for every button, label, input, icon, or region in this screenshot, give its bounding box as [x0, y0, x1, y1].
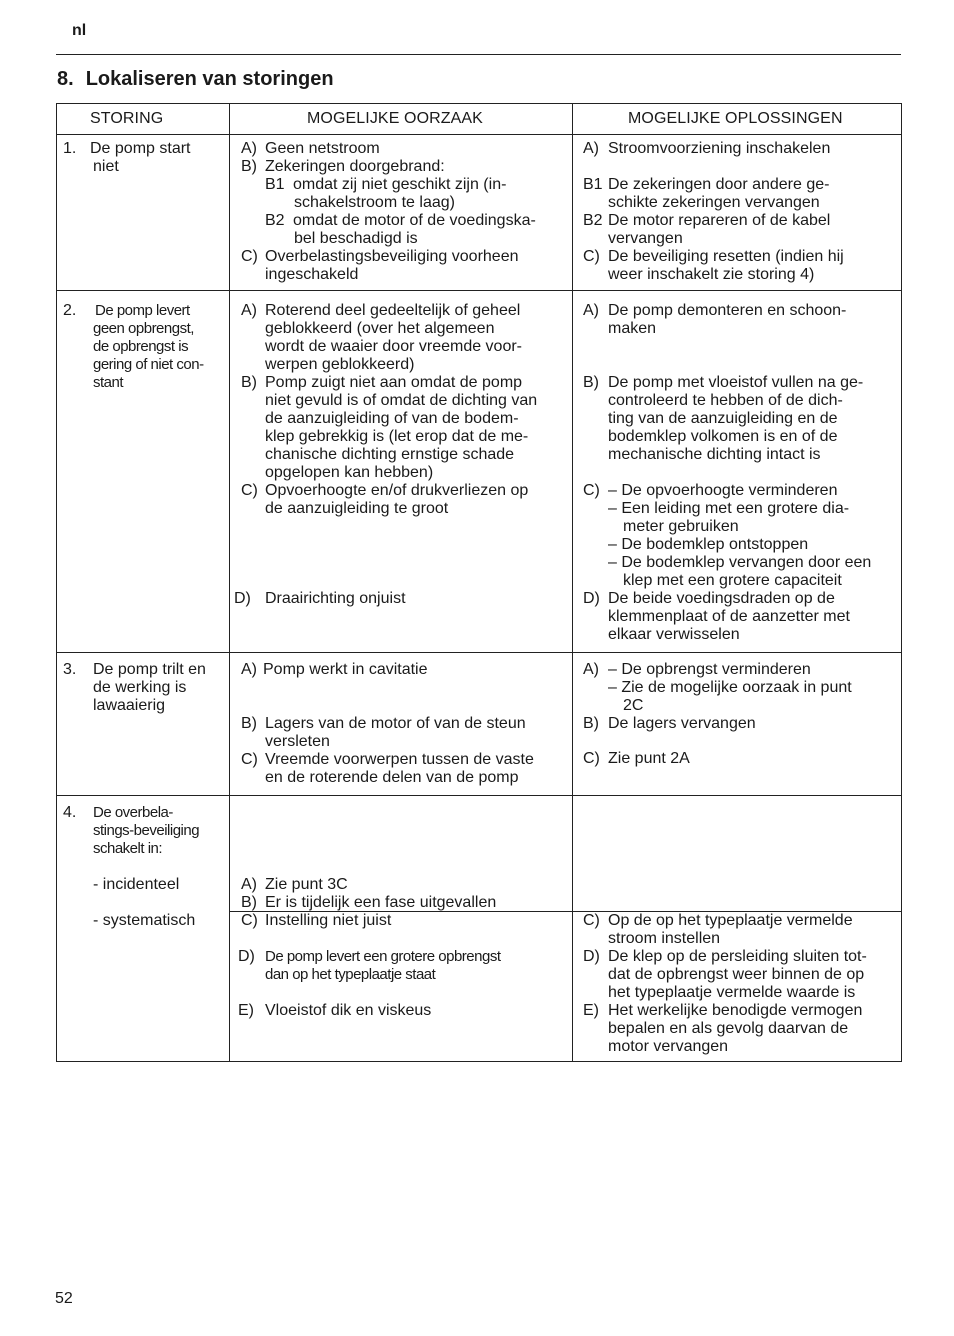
solution-key: B2 [583, 212, 603, 229]
row-number: 4. [63, 804, 77, 821]
row-number: 3. [63, 661, 77, 678]
cause-text: Lagers van de motor of van de steun [265, 715, 526, 732]
section-title [57, 68, 334, 91]
storing-text: schakelt in: [93, 840, 163, 857]
solution-text: Het werkelijke benodigde vermogen [608, 1002, 863, 1019]
cause-text: Er is tijdelijk een fase uitgevallen [265, 894, 497, 911]
cause-key: C) [241, 912, 258, 929]
solution-text: – Een leiding met een grotere dia- [608, 500, 850, 517]
solution-text: motor vervangen [608, 1038, 729, 1055]
solution-text: elkaar verwisselen [608, 626, 740, 643]
solution-text: Op de op het typeplaatje vermelde [608, 912, 853, 929]
solution-text: dat de opbrengst weer binnen de op [608, 966, 865, 983]
cause-text: versleten [265, 733, 330, 750]
column-header-oorzaak: MOGELIJKE OORZAAK [307, 110, 483, 127]
solution-text: – Zie de mogelijke oorzaak in punt [608, 679, 852, 696]
cause-text: niet gevuld is of omdat de dichting van [265, 392, 538, 409]
solution-key: A) [583, 661, 599, 678]
cause-text: Instelling niet juist [265, 912, 392, 929]
cause-key: D) [238, 948, 255, 965]
solution-key: A) [583, 140, 599, 157]
solution-text: De beide voedingsdraden op de [608, 590, 835, 607]
cause-key: B1 [265, 176, 285, 193]
solution-text: klemmenplaat of de aanzetter met [608, 608, 850, 625]
cause-key: C) [241, 482, 258, 499]
cause-key: E) [238, 1002, 254, 1019]
cause-key: B) [241, 894, 257, 911]
storing-text: De pomp trilt en [93, 661, 206, 678]
solution-key: C) [583, 248, 600, 265]
solution-text: Zie punt 2A [608, 750, 690, 767]
cause-text: dan op het typeplaatje staat [265, 966, 436, 983]
storing-text: De pomp levert [95, 302, 190, 319]
cause-key: C) [241, 751, 258, 768]
cause-text: bel beschadigd is [294, 230, 418, 247]
solution-text: weer inschakelt zie storing 4) [608, 266, 815, 283]
cause-key: A) [241, 140, 257, 157]
solution-text: De pomp met vloeistof vullen na ge- [608, 374, 864, 391]
solution-text: bodemklep volkomen is en of de [608, 428, 838, 445]
header-rule [56, 54, 901, 55]
column-divider [572, 104, 573, 1061]
cause-text: de aanzuigleiding of van de bodem- [265, 410, 519, 427]
cause-key: B) [241, 374, 257, 391]
solution-text: klep met een grotere capaciteit [623, 572, 842, 589]
solution-text: vervangen [608, 230, 683, 247]
row-number: 1. [63, 140, 77, 157]
row-divider [57, 652, 901, 653]
cause-text: Overbelastingsbeveiliging voorheen [265, 248, 519, 265]
solution-key: C) [583, 912, 600, 929]
cause-text: klep gebrekkig is (let erop dat de me- [265, 428, 529, 445]
storing-sub-incidental: - incidenteel [93, 876, 180, 893]
solution-key: A) [583, 302, 599, 319]
solution-text: controleerd te hebben of de dich- [608, 392, 843, 409]
solution-text: De lagers vervangen [608, 715, 756, 732]
storing-text: De pomp start [90, 140, 191, 157]
cause-text: werpen geblokkeerd) [265, 356, 415, 373]
storing-text: stant [93, 374, 124, 391]
solution-key: B) [583, 374, 599, 391]
page-number: 52 [55, 1290, 73, 1307]
storing-text: niet [93, 158, 119, 175]
cause-text: Zekeringen doorgebrand: [265, 158, 445, 175]
storing-text: stings-beveiliging [93, 822, 200, 839]
cause-text: Roterend deel gedeeltelijk of geheel [265, 302, 521, 319]
cause-key: D) [234, 590, 251, 607]
cause-text: schakelstroom te laag) [294, 194, 455, 211]
solution-key: D) [583, 590, 600, 607]
cause-text: Vreemde voorwerpen tussen de vaste [265, 751, 534, 768]
storing-text: geen opbrengst, [93, 320, 194, 337]
column-header-storing: STORING [90, 110, 164, 127]
cause-text: omdat de motor of de voedingska- [293, 212, 536, 229]
cause-text: Pomp werkt in cavitatie [263, 661, 428, 678]
solution-text: De beveiliging resetten (indien hij [608, 248, 844, 265]
solution-text: stroom instellen [608, 930, 721, 947]
solution-key: C) [583, 750, 600, 767]
solution-text: het typeplaatje vermelde waarde is [608, 984, 856, 1001]
column-header-oplossingen: MOGELIJKE OPLOSSINGEN [628, 110, 843, 127]
solution-text: – De bodemklep ontstoppen [608, 536, 809, 553]
solution-text: – De bodemklep vervangen door een [608, 554, 872, 571]
solution-text: bepalen en als gevolg daarvan de [608, 1020, 849, 1037]
storing-text: lawaaierig [93, 697, 166, 714]
language-code: nl [72, 22, 87, 39]
cause-text: de aanzuigleiding te groot [265, 500, 449, 517]
solution-key: E) [583, 1002, 599, 1019]
cause-text: ingeschakeld [265, 266, 359, 283]
cause-text: Zie punt 3C [265, 876, 348, 893]
cause-key: B) [241, 158, 257, 175]
solution-key: D) [583, 948, 600, 965]
solution-text: 2C [623, 697, 644, 714]
storing-text: de opbrengst is [93, 338, 189, 355]
solution-text: – De opbrengst verminderen [608, 661, 811, 678]
row-divider [57, 290, 901, 291]
cause-text: geblokkeerd (over het algemeen [265, 320, 495, 337]
cause-text: Geen netstroom [265, 140, 380, 157]
section-title-text: Lokaliseren van storingen [85, 68, 334, 90]
solution-text: De motor repareren of de kabel [608, 212, 831, 229]
storing-text: de werking is [93, 679, 187, 696]
row-divider [57, 795, 901, 796]
cause-text: en de roterende delen van de pomp [265, 769, 519, 786]
solution-text: Stroomvoorziening inschakelen [608, 140, 831, 157]
solution-text: maken [608, 320, 657, 337]
cause-text: omdat zij niet geschikt zijn (in- [293, 176, 507, 193]
cause-text: opgelopen kan hebben) [265, 464, 434, 481]
troubleshooting-table [56, 103, 902, 1062]
solution-text: mechanische dichting intact is [608, 446, 821, 463]
cause-key: A) [241, 302, 257, 319]
cause-text: Draairichting onjuist [265, 590, 406, 607]
column-divider [229, 104, 230, 1061]
solution-key: C) [583, 482, 600, 499]
solution-text: meter gebruiken [623, 518, 739, 535]
storing-text: gering of niet con- [93, 356, 204, 373]
cause-text: Vloeistof dik en viskeus [265, 1002, 432, 1019]
storing-sub-systematic: - systematisch [93, 912, 196, 929]
storing-text: De overbela- [93, 804, 173, 821]
solution-text: schikte zekeringen vervangen [608, 194, 820, 211]
solution-text: De zekeringen door andere ge- [608, 176, 830, 193]
cause-key: C) [241, 248, 258, 265]
row-divider [57, 134, 901, 135]
solution-text: De klep op de persleiding sluiten tot- [608, 948, 867, 965]
row-number: 2. [63, 302, 77, 319]
cause-key: B2 [265, 212, 285, 229]
solution-key: B1 [583, 176, 603, 193]
cause-text: chanische dichting ernstige schade [265, 446, 515, 463]
solution-text: De pomp demonteren en schoon- [608, 302, 847, 319]
solution-key: B) [583, 715, 599, 732]
cause-text: Pomp zuigt niet aan omdat de pomp [265, 374, 523, 391]
cause-text: Opvoerhoogte en/of drukverliezen op [265, 482, 529, 499]
cause-text: wordt de waaier door vreemde voor- [265, 338, 523, 355]
solution-text: – De opvoerhoogte verminderen [608, 482, 838, 499]
solution-text: ting van de aanzuigleiding en de [608, 410, 838, 427]
cause-text: De pomp levert een grotere opbrengst [265, 948, 501, 965]
cause-key: B) [241, 715, 257, 732]
cause-key: A) [241, 876, 257, 893]
section-number: 8. [57, 68, 74, 90]
cause-key: A) [241, 661, 257, 678]
